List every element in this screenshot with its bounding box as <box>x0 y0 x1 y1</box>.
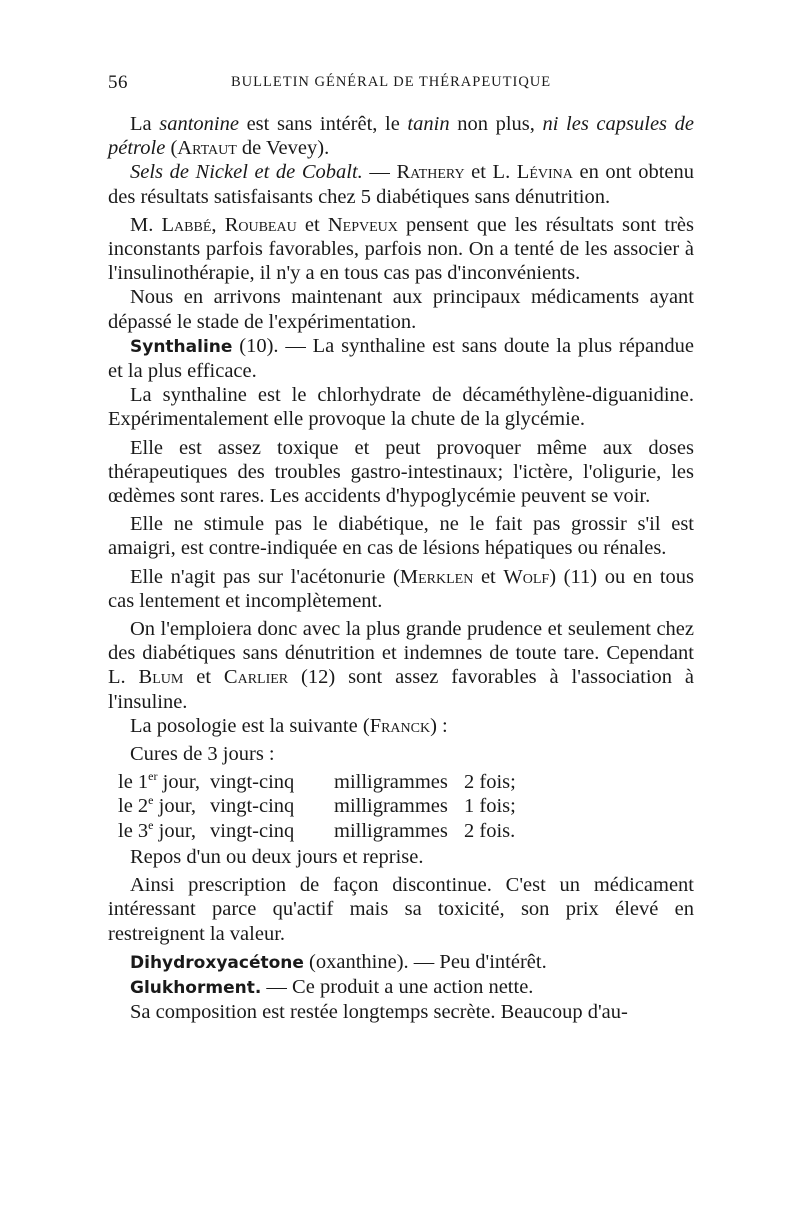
running-title: BULLETIN GÉNÉRAL DE THÉRAPEUTIQUE <box>231 74 552 90</box>
paragraph-synthaline-heading: Synthaline (10). — La synthaline est sans doute la plus répandue et la plus efficace. <box>108 334 694 383</box>
dihydroxyacetone-heading: Dihydroxyacétone <box>130 952 304 973</box>
dosage-row: le 3e jour, vingt-cinq milligrammes 2 fois. <box>118 817 516 842</box>
glukhorment-heading: Glukhorment. <box>130 977 262 998</box>
paragraph-posologie: La posologie est la suivante (Franck) : <box>130 714 448 737</box>
dosage-schedule <box>108 770 694 843</box>
paragraph-prescription: Ainsi prescription de façon discontinue. C'est un médicament intéressant parce qu'actif mais sa toxicité, son prix élevé en restreignent la valeur. <box>108 874 694 945</box>
paragraph-labbe: M. Labbé, Roubeau et Nepveux pensent que les résultats sont très inconstants parfois favorables, parfois non. On a tenté de les associer à l'insulinothérapie, il n'y a en tous cas pas d'inconvénients. <box>108 213 694 285</box>
paragraph-repos: Repos d'un ou deux jours et reprise. <box>130 845 424 868</box>
paragraph-intro-medicaments: Nous en arrivons maintenant aux principaux médicaments ayant dépassé le stade de l'expérimentation. <box>108 286 694 333</box>
page-body <box>108 112 694 1024</box>
paragraph-glukhorment: Glukhorment. — Ce produit a une action nette. <box>130 975 534 998</box>
page-header <box>108 72 694 100</box>
page-number: 56 <box>108 72 128 93</box>
paragraph-dihydroxyacetone: Dihydroxyacétone (oxanthine). — Peu d'intérêt. <box>130 950 547 973</box>
paragraph-composition: Sa composition est restée longtemps secrète. Beaucoup d'au- <box>130 1001 628 1024</box>
paragraph-acetonuria: Elle n'agit pas sur l'acétonurie (Merklen et Wolf) (11) ou en tous cas lentement et incomplètement. <box>108 565 695 612</box>
synthaline-heading: Synthaline <box>130 336 233 357</box>
paragraph-cures: Cures de 3 jours : <box>130 743 275 766</box>
paragraph-santonine: La santonine est sans intérêt, le tanin non plus, ni les capsules de pétrole (Artaut de Vevey). <box>108 113 695 160</box>
paragraph-synthaline-chem: La synthaline est le chlorhydrate de décaméthylène-diguanidine. Expérimentalement elle provoque la chute de la glycémie. <box>108 384 694 431</box>
dosage-row: le 2e jour, vingt-cinq milligrammes 1 fois; <box>118 793 516 818</box>
paragraph-prudence: On l'emploiera donc avec la plus grande prudence et seulement chez des diabétiques sans dénutrition et indemnes de toute tare. Cependant L. Blum et Carlier (12) sont assez favorables à l'association à l'insuline. <box>108 618 694 713</box>
paragraph-nickel-cobalt: Sels de Nickel et de Cobalt. — Rathery et L. Lévina en ont obtenu des résultats satisfaisants chez 5 diabétiques sans dénutrition. <box>108 161 694 208</box>
paragraph-contraindications: Elle ne stimule pas le diabétique, ne le fait pas grossir s'il est amaigri, est contre-indiquée en cas de lésions hépatiques ou rénales. <box>108 513 694 560</box>
dosage-row: le 1er jour, vingt-cinq milligrammes 2 fois; <box>118 769 516 794</box>
paragraph-toxicity: Elle est assez toxique et peut provoquer même aux doses thérapeutiques des troubles gastro-intestinaux; l'ictère, l'oligurie, les œdèmes sont rares. Les accidents d'hypoglycémie peuvent se voir. <box>108 436 694 508</box>
